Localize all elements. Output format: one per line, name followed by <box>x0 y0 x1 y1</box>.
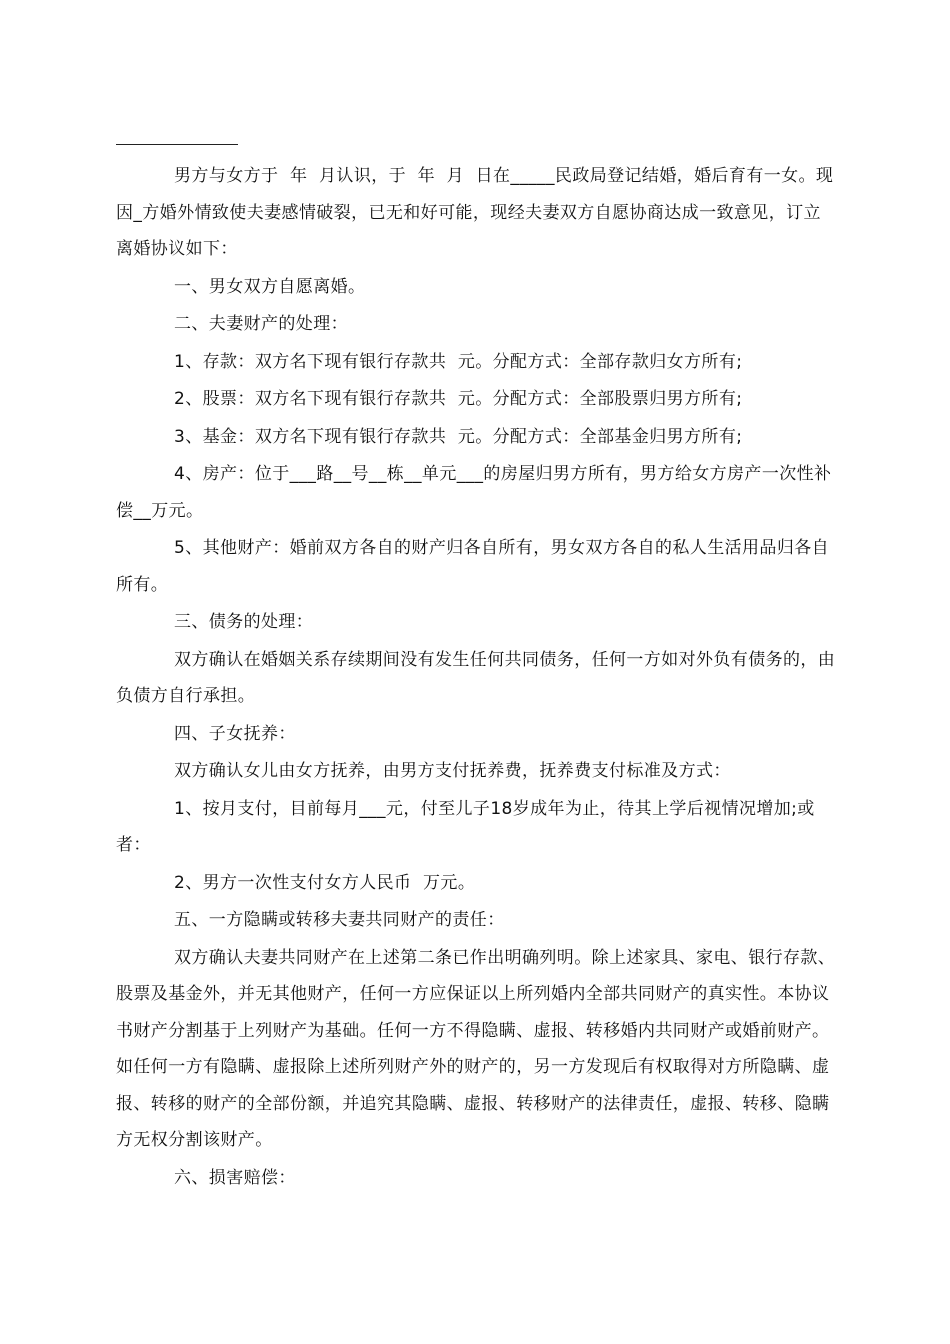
property-item-deposit: 1、存款：双方名下现有银行存款共 元。分配方式：全部存款归女方所有; <box>174 351 743 372</box>
support-monthly: 1、按月支付，目前每月___元，付至儿子18岁成年为止，待其上学后视情况增加;或者： <box>116 798 815 855</box>
custody-paragraph: 双方确认女儿由女方抚养，由男方支付抚养费，抚养费支付标准及方式： <box>174 761 731 781</box>
clause-6-heading: 六、损害赔偿： <box>174 1167 296 1188</box>
intro-paragraph: 男方与女方于 年 月认识，于 年 月 日在_____民政局登记结婚，婚后育有一女。现因_方婚外情致使夫妻感情破裂，已无和好可能，现经夫妻双方自愿协商达成一致意见，订立离婚协议如下： <box>116 166 834 259</box>
clause-4-heading: 四、子女抚养： <box>174 723 296 744</box>
property-item-house: 4、房产：位于___路__号__栋__单元___的房屋归男方所有，男方给女方房产一次性补偿__万元。 <box>116 464 832 521</box>
property-item-fund: 3、基金：双方名下现有银行存款共 元。分配方式：全部基金归男方所有; <box>174 426 743 447</box>
property-item-other: 5、其他财产：婚前双方各自的财产归各自所有，男女双方各自的私人生活用品归各自所有。 <box>116 538 830 595</box>
property-item-stock: 2、股票：双方名下现有银行存款共 元。分配方式：全部股票归男方所有; <box>174 389 743 409</box>
debt-paragraph: 双方确认在婚姻关系存续期间没有发生任何共同债务，任何一方如对外负有债务的，由负债方自行承担。 <box>116 649 836 706</box>
clause-3-heading: 三、债务的处理： <box>174 612 314 632</box>
concealment-paragraph: 双方确认夫妻共同财产在上述第二条已作出明确列明。除上述家具、家电、银行存款、股票及基金外，并无其他财产，任何一方应保证以上所列婚内全部共同财产的真实性。本协议书财产分割基于上列财产为基础。任何一方不得隐瞒、虚报、转移婚内共同财产或婚前财产。如任何一方有隐瞒、虚报除上述所列财产外的财产的，另一方发现后有权取得对方所隐瞒、虚报、转移的财产的全部份额，并追究其隐瞒、虚报、转移财产的法律责任，虚报、转移、隐瞒方无权分割该财产。 <box>116 947 836 1150</box>
support-lump-sum: 2、男方一次性支付女方人民币 万元。 <box>174 872 476 893</box>
agreement-body <box>116 158 836 1196</box>
clause-2-heading: 二、夫妻财产的处理： <box>174 314 348 334</box>
clause-1-heading: 一、男女双方自愿离婚。 <box>174 276 366 297</box>
clause-5-heading: 五、一方隐瞒或转移夫妻共同财产的责任： <box>174 910 505 930</box>
top-underline-rule <box>116 144 238 145</box>
